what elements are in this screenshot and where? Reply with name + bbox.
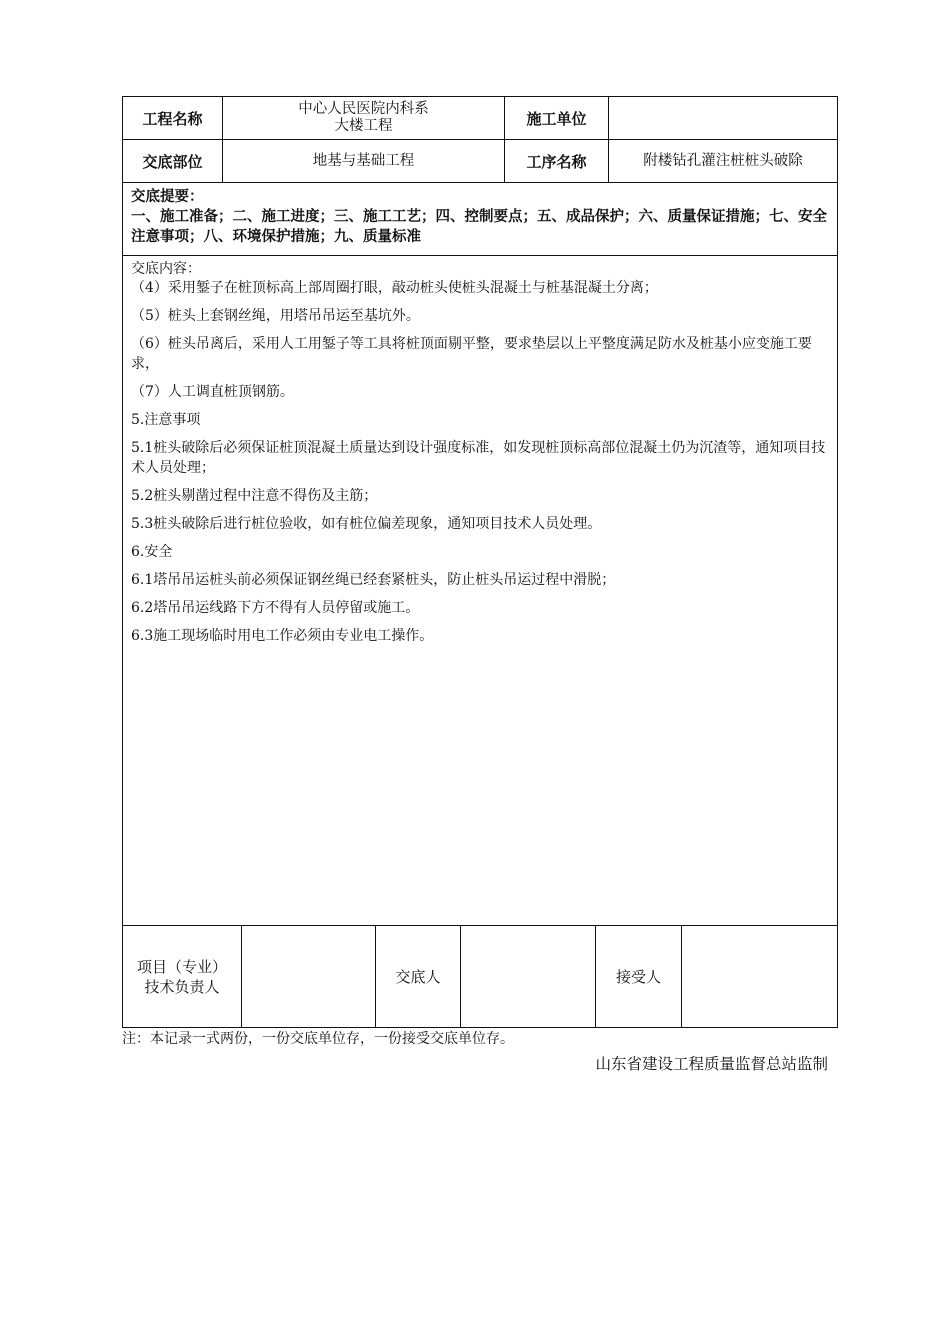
content-item: 5.2桩头剔凿过程中注意不得伤及主筋； bbox=[131, 488, 378, 504]
content-item: （6）桩头吊离后，采用人工用錾子等工具将桩顶面剔平整，要求垫层以上平整度满足防水及桩基小应变施工要求， bbox=[131, 336, 812, 372]
receiver-label: 接受人 bbox=[596, 926, 682, 1028]
content-item: （7）人工调直桩顶钢筋。 bbox=[131, 384, 294, 400]
tech-lead-label: 项目（专业） 技术负责人 bbox=[123, 926, 242, 1028]
record-note: 注：本记录一式两份，一份交底单位存，一份接受交底单位存。 bbox=[122, 1031, 514, 1047]
content-item: 6.安全 bbox=[131, 544, 173, 560]
content-title: 交底内容： bbox=[131, 261, 201, 277]
summary-cell bbox=[123, 183, 838, 256]
project-name-value[interactable]: 中心人民医院内科系 大楼工程 bbox=[223, 97, 505, 140]
tech-lead-signature[interactable] bbox=[242, 926, 376, 1028]
receiver-signature[interactable] bbox=[682, 926, 838, 1028]
issuer-footer: 山东省建设工程质量监督总站监制 bbox=[595, 1055, 828, 1073]
project-name-label: 工程名称 bbox=[123, 97, 223, 140]
content-item: （4）采用錾子在桩顶标高上部周圈打眼，敲动桩头使桩头混凝土与桩基混凝土分离； bbox=[131, 280, 658, 296]
discloser-signature[interactable] bbox=[461, 926, 596, 1028]
header-table bbox=[122, 96, 838, 926]
process-name-label: 工序名称 bbox=[505, 140, 609, 183]
content-item: 6.3施工现场临时用电工作必须由专业电工操作。 bbox=[131, 628, 434, 644]
summary-text: 一、施工准备；二、施工进度；三、施工工艺；四、控制要点；五、成品保护；六、质量保证措施；七、安全注意事项；八、环境保护措施；九、质量标准 bbox=[131, 209, 827, 245]
construction-unit-value[interactable] bbox=[609, 97, 838, 140]
process-name-value[interactable]: 附楼钻孔灌注桩桩头破除 bbox=[609, 140, 838, 183]
content-item: 6.2塔吊吊运线路下方不得有人员停留或施工。 bbox=[131, 600, 420, 616]
summary-title: 交底提要： bbox=[131, 189, 204, 205]
disclosure-part-value[interactable]: 地基与基础工程 bbox=[223, 140, 505, 183]
signature-table bbox=[122, 926, 838, 1028]
content-item: （5）桩头上套钢丝绳，用塔吊吊运至基坑外。 bbox=[131, 308, 420, 324]
disclosure-part-label: 交底部位 bbox=[123, 140, 223, 183]
content-item: 6.1塔吊吊运桩头前必须保证钢丝绳已经套紧桩头，防止桩头吊运过程中滑脱； bbox=[131, 572, 616, 588]
content-cell bbox=[123, 256, 838, 926]
content-item: 5.3桩头破除后进行桩位验收，如有桩位偏差现象，通知项目技术人员处理。 bbox=[131, 516, 602, 532]
discloser-label: 交底人 bbox=[376, 926, 461, 1028]
content-item: 5.注意事项 bbox=[131, 412, 201, 428]
content-item: 5.1桩头破除后必须保证桩顶混凝土质量达到设计强度标准，如发现桩顶标高部位混凝土仍为沉渣等，通知项目技术人员处理； bbox=[131, 440, 826, 476]
record-form bbox=[122, 96, 837, 1028]
construction-unit-label: 施工单位 bbox=[505, 97, 609, 140]
